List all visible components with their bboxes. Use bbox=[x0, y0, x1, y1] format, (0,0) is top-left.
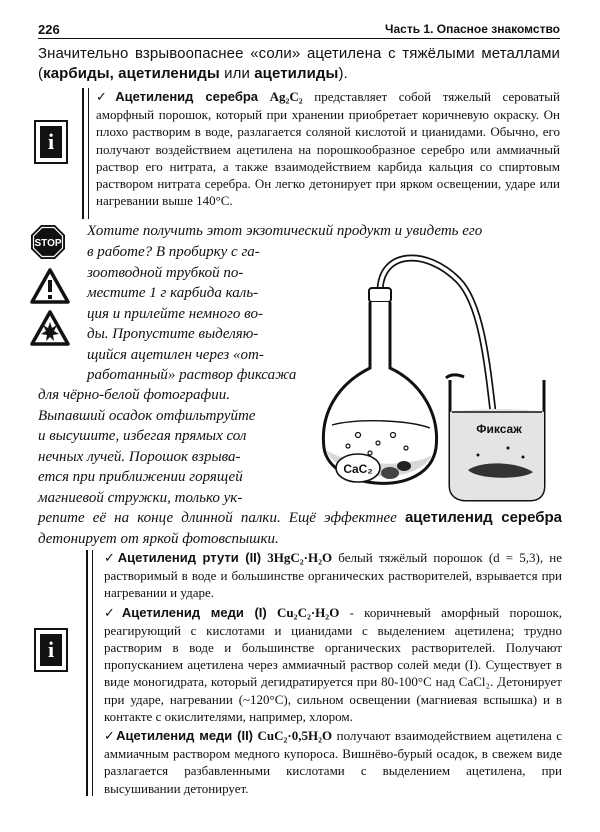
beaker-label: Фиксаж bbox=[476, 422, 522, 436]
stop-sign-label: STOP bbox=[34, 238, 62, 249]
info-icon-2: i bbox=[34, 628, 68, 672]
warning-icon bbox=[30, 268, 70, 304]
info-icon: i bbox=[34, 120, 68, 164]
experiment-lead: Хотите получить этот экзотический продукт и увидеть его bbox=[87, 223, 483, 239]
experiment-text-wide: для чёрно-белой фотографии. Выпавший осадок отфильтруйте и высушите, избегая прямых сол нечных лучей. Порошок взрыва- ется при приближении горящей магниевой стружки, только ук- bbox=[38, 387, 256, 506]
section-rule-thick-2 bbox=[86, 550, 88, 796]
explosion-warning-icon bbox=[30, 310, 70, 346]
intro-paragraph: Значительно взрывоопаснее «соли» ацетилена с тяжёлыми металлами (карбиды, ацетилениды или ацетилиды). bbox=[38, 45, 560, 82]
section-rule-thick bbox=[82, 88, 84, 219]
experiment-text-narrow: в работе? В пробирку с га- зоотводной трубкой по- местите 1 г карбида каль- ция и прилейте немного во- ды. Пропустите выделяю- щийся ацетилен через «от- работанный» раствор фиксажа bbox=[87, 244, 297, 383]
apparatus-illustration bbox=[318, 250, 548, 508]
stop-sign-icon bbox=[30, 224, 66, 260]
section-rule-thin-2 bbox=[92, 550, 93, 796]
mercury-acetylide-item: ✓Ацетиленид ртути (II) 3HgC₂·H₂O белый тяжёлый порошок (d = 5,3), не растворимый в воде и большинстве органических растворителей, взрывается при нагревании и ударе. bbox=[104, 550, 562, 601]
header-rule bbox=[38, 38, 560, 39]
copper2-acetylide-item: ✓Ацетиленид меди (II) CuC₂·0,5H₂O получают взаимодействием ацетилена с аммиачным раствором медного купороса. Вишнёво-бурый осадок, в свежем виде разлагается разбавленными кислотами с выделением ацетилена, при высушивании детонирует. bbox=[104, 728, 562, 796]
page-number: 226 bbox=[38, 22, 60, 37]
silver-acetylide-block: ✓Ацетиленид серебра Ag₂C₂ представляет собой тяжелый сероватый аморфный порошок, который при хранении приобретает коричневую окраску. Он плохо растворим в воде, разлагается соляной кислотой и цианидами. Обычно, его получают воздействием ацетилена на порошкообразное серебро или аммиачный раствор его нитрата, а также взаимодействием карбида кальция со спиртовым раствором нитрата серебра. Он легко детонирует при ярком освещении, ударе или нагревании выше 140°С. bbox=[96, 89, 560, 209]
experiment-ending: репите её на конце длинной палки. Ещё эффектнее ацетиленид серебра детонирует от яркой фотовспышки. bbox=[38, 509, 562, 547]
flask-label: CaC₂ bbox=[343, 462, 373, 476]
copper1-acetylide-item: ✓Ацетиленид меди (I) Cu₂C₂·H₂O - коричневый аморфный порошок, реагирующий с кислотами и цианидами с выделением ацетилена; трудно растворим в воде и большинстве органических растворителей. Получают пропусканием ацетилена через аммиачный раствор солей меди (I). Существует в виде моногидрата, который дегидратируется при 80-100°С над CaCl₂. Детонирует при ударе, нагревании (~120°С), сильном освещении (магниевая вспышка) и в контакте с окислителями, например, хлором. bbox=[104, 604, 563, 724]
chapter-title: Часть 1. Опасное знакомство bbox=[385, 22, 560, 36]
section-rule-thin bbox=[88, 88, 89, 219]
heavy-metal-acetylides bbox=[104, 549, 562, 799]
